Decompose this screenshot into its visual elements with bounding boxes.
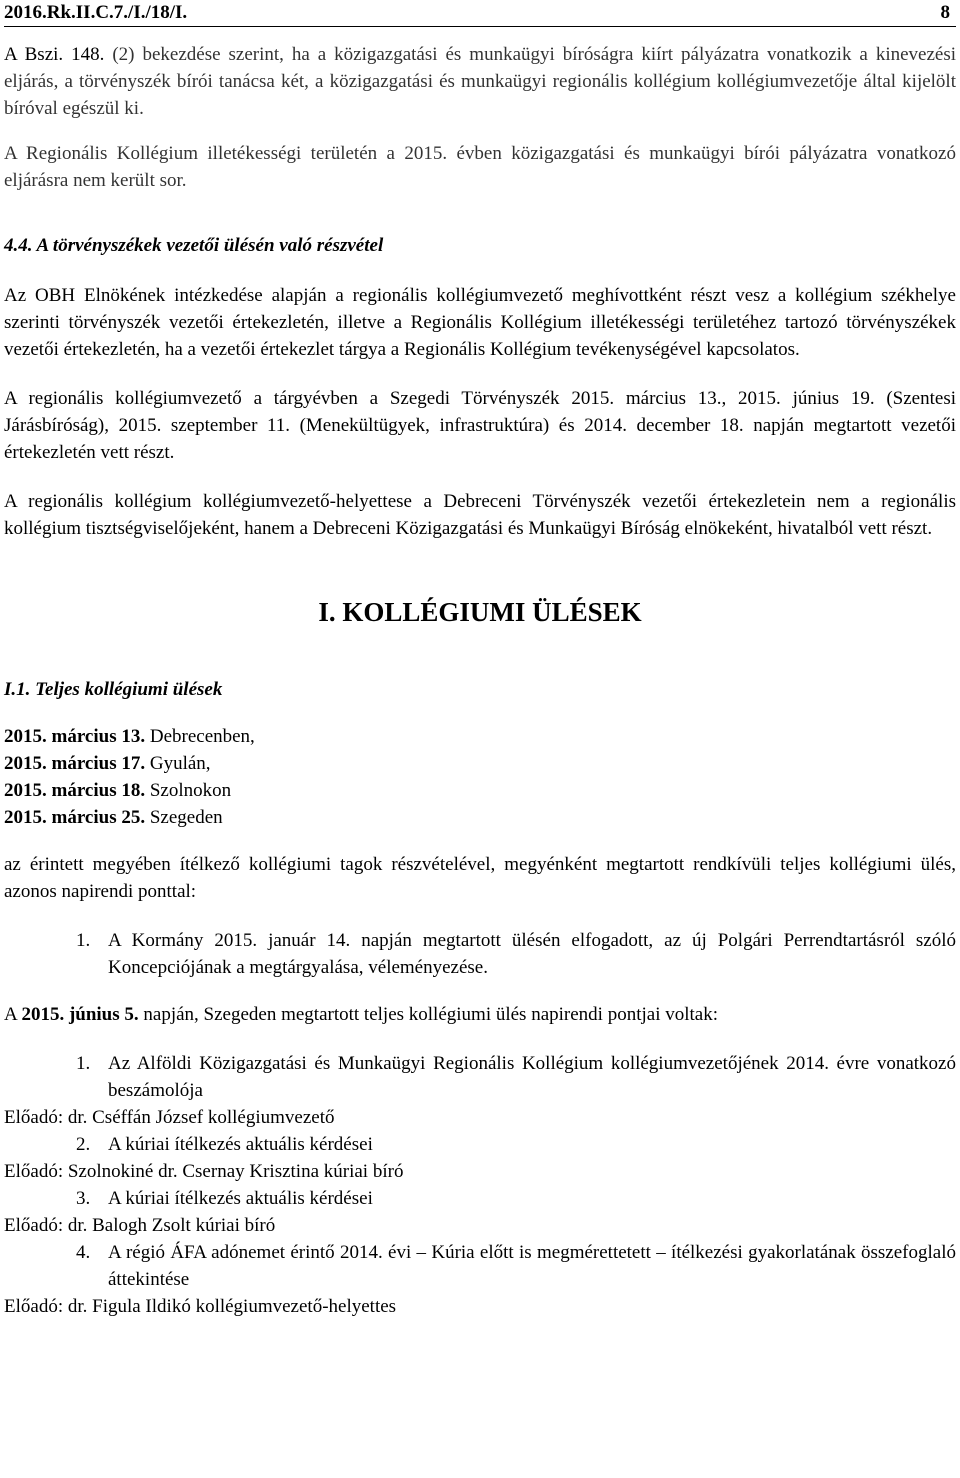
page-number: 8 (940, 2, 950, 23)
paragraph-bszi-text: (2) bekezdése szerint, ha a közigazgatási és munkaügyi bíróságra kiírt pályázatra vonatkozik a kinevezési eljárás, a törvényszék bírói tanácsa két, a közigazgatási és munkaügyi regionális kollégium kollégiumvezetője által kijelölt bíróval egészül ki. (4, 44, 957, 119)
agenda-item-number: 4. (76, 1242, 91, 1263)
session-place: Gyulán, (145, 753, 211, 774)
section-I-1-title: I.1. Teljes kollégiumi ülések (4, 679, 223, 700)
section-4-4-title: 4.4. A törvényszékek vezetői ülésén való részvétel (4, 235, 384, 256)
session-place: Szolnokon (145, 780, 232, 801)
agenda-list-march (4, 927, 956, 981)
agenda-item (4, 1050, 956, 1104)
agenda-item-number: 1. (76, 1053, 91, 1074)
agenda-list-june (4, 1239, 956, 1293)
session-date-row (4, 723, 956, 750)
session-dates (4, 723, 956, 831)
document-reference: 2016.Rk.II.C.7./I./18/I. (4, 2, 188, 23)
paragraph-no-procedure: A Regionális Kollégium illetékességi területén a 2015. évben közigazgatási és munkaügyi bírói pályázatra vonatkozó eljárásra nem került sor. (4, 143, 956, 191)
agenda-item-text: A kúriai ítélkezés aktuális kérdései (108, 1188, 373, 1209)
section-4-4-paragraph-3: A regionális kollégium kollégiumvezető-helyettese a Debreceni Törvényszék vezetői értekezletein nem a regionális kollégium tisztségviselőjeként, hanem a Debreceni Közigazgatási és Munkaügyi Bíróság elnökeként, hivatalból vett részt. (4, 491, 956, 539)
agenda-list-june (4, 1131, 956, 1158)
agenda-item-text: Az Alföldi Közigazgatási és Munkaügyi Regionális Kollégium kollégiumvezetőjének 2014. évre vonatkozó beszámolója (108, 1053, 956, 1101)
agenda-item (4, 1239, 956, 1293)
session-date-row (4, 750, 956, 777)
paragraph-bszi (4, 41, 956, 122)
agenda-item (4, 1185, 956, 1212)
agenda-item-number: 3. (76, 1188, 91, 1209)
agenda-list-june (4, 1050, 956, 1104)
agenda-list-june (4, 1185, 956, 1212)
section-4-4-paragraph-2: A regionális kollégiumvezető a tárgyévben a Szegedi Törvényszék 2015. március 13., 2015. június 19. (Szentesi Járásbíróság), 2015. szeptember 11. (Menekültügyek, infrastruktúra) és 2014. december 18. napján megtartott vezetői értekezletén vett részt. (4, 388, 956, 463)
agenda-item-text: A Kormány 2015. január 14. napján megtartott ülésén elfogadott, az új Polgári Perrendtartásról szóló Koncepciójának a megtárgyalása, véleményezése. (108, 930, 956, 978)
session-date: 2015. március 13. (4, 726, 146, 747)
session-date: 2015. március 25. (4, 807, 146, 828)
agenda-presenter: Előadó: Szolnokiné dr. Csernay Krisztina kúriai bíró (4, 1161, 404, 1182)
june-prefix: A (4, 1004, 22, 1025)
session-place: Debrecenben, (145, 726, 255, 747)
june-session-intro (4, 1001, 956, 1028)
document-page (4, 0, 956, 1320)
paragraph-bszi-lead: A Bszi. 148. (4, 44, 105, 65)
agenda-presenter: Előadó: dr. Figula Ildikó kollégiumvezető-helyettes (4, 1296, 397, 1317)
page-header (4, 0, 956, 27)
agenda-presenter: Előadó: dr. Balogh Zsolt kúriai bíró (4, 1215, 276, 1236)
agenda-presenter: Előadó: dr. Cséffán József kollégiumvezető (4, 1107, 335, 1128)
session-intro: az érintett megyében ítélkező kollégiumi tagok részvételével, megyénként megtartott rendkívüli teljes kollégiumi ülés, azonos napirendi ponttal: (4, 854, 956, 902)
june-date: 2015. június 5. (21, 1004, 139, 1025)
agenda-item (4, 927, 956, 981)
agenda-item-text: A régió ÁFA adónemet érintő 2014. évi – Kúria előtt is megmérettetett – ítélkezési gyakorlatának összefoglaló áttekintése (108, 1242, 956, 1290)
agenda-item-text: A kúriai ítélkezés aktuális kérdései (108, 1134, 373, 1155)
agenda-item (4, 1131, 956, 1158)
session-date: 2015. március 18. (4, 780, 146, 801)
main-heading: I. KOLLÉGIUMI ÜLÉSEK (318, 597, 642, 627)
session-date-row (4, 804, 956, 831)
section-4-4-paragraph-1: Az OBH Elnökének intézkedése alapján a regionális kollégiumvezető meghívottként részt vesz a kollégium székhelye szerinti törvényszék vezetői értekezletén, illetve a Regionális Kollégium illetékességi területéhez tartozó törvényszékek vezetői értekezletén, ha a vezetői értekezlet tárgya a Regionális Kollégium tevékenységével kapcsolatos. (4, 285, 956, 360)
session-date-row (4, 777, 956, 804)
session-place: Szegeden (145, 807, 223, 828)
session-date: 2015. március 17. (4, 753, 146, 774)
june-suffix: napján, Szegeden megtartott teljes kollégiumi ülés napirendi pontjai voltak: (138, 1004, 718, 1025)
agenda-item-number: 2. (76, 1134, 91, 1155)
agenda-item-number: 1. (76, 930, 91, 951)
